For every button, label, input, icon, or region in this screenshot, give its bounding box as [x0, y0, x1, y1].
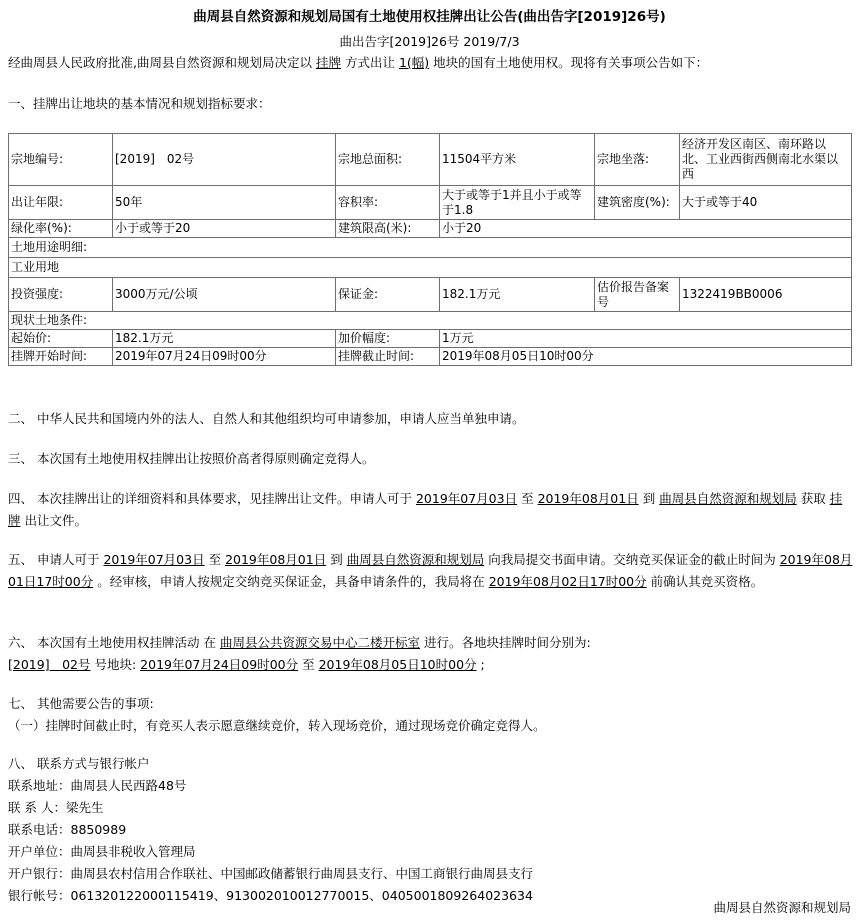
- cell-value: 2019年07月24日09时00分: [113, 348, 336, 366]
- section-6: [8, 632, 853, 676]
- section-2: 二、 中华人民共和国境内外的法人、自然人和其他组织均可申请参加，申请人应当单独申请。: [8, 411, 525, 426]
- section-6-end-time: 2019年08月05日10时00分: [318, 657, 477, 672]
- cell-value: 1322419BB0006: [680, 278, 852, 312]
- section-8: [8, 753, 853, 907]
- section-8-heading: 八、 联系方式与银行帐户: [8, 756, 150, 771]
- table-row: [9, 258, 852, 278]
- cell-label: 宗地总面积:: [336, 134, 440, 186]
- cell-value: 大于或等于40: [680, 186, 852, 220]
- cell-label: 挂牌截止时间:: [336, 348, 440, 366]
- cell-value: 182.1万元: [113, 330, 336, 348]
- cell-value: 大于或等于1并且小于或等于1.8: [440, 186, 595, 220]
- cell-label: 投资强度:: [9, 278, 113, 312]
- section-4-text: 获取: [800, 491, 826, 506]
- section-6-text: ;: [480, 657, 485, 672]
- intro-count: 1(幅): [398, 55, 430, 70]
- section-5-deposit-deadline: 2019年08月01日17时00分: [8, 552, 853, 589]
- cell-label: 宗地编号:: [9, 134, 113, 186]
- cell-value: 11504平方米: [440, 134, 595, 186]
- section-6-place: 曲周县公共资源交易中心二楼开标室: [219, 635, 420, 650]
- section-6-parcel: [2019] 02号: [8, 657, 91, 672]
- section-5-text: 。经审核，申请人按规定交纳竞买保证金，具备申请条件的，我局将在: [97, 574, 485, 589]
- table-row: [9, 348, 852, 366]
- section-5-start-date: 2019年07月03日: [103, 552, 205, 567]
- cell-value: 182.1万元: [440, 278, 595, 312]
- section-6-start-time: 2019年07月24日09时00分: [140, 657, 299, 672]
- section-6-text: 六、 本次国有土地使用权挂牌活动 在: [8, 635, 216, 650]
- intro-text: 地块的国有土地使用权。现将有关事项公告如下：: [433, 55, 709, 70]
- cell-label: 绿化率(%):: [9, 220, 113, 238]
- land-info-table: [8, 133, 852, 366]
- cell-value: [2019] 02号: [113, 134, 336, 186]
- section-5-text: 至: [208, 552, 222, 567]
- cell-value: 1万元: [440, 330, 852, 348]
- cell-label: 建筑密度(%):: [595, 186, 680, 220]
- intro-paragraph: [8, 55, 708, 72]
- table-row: [9, 134, 852, 186]
- cell-value: 50年: [113, 186, 336, 220]
- page-title: 曲周县自然资源和规划局国有土地使用权挂牌出让公告(曲出告字[2019]26号): [193, 9, 666, 25]
- cell-value: 小于20: [440, 220, 852, 238]
- section-4-start-date: 2019年07月03日: [415, 491, 518, 506]
- table-row: [9, 278, 852, 312]
- contact-person: 联 系 人：梁先生: [8, 800, 104, 815]
- doc-date: 2019/7/3: [463, 34, 520, 49]
- section-7: [8, 693, 853, 737]
- section-6-text: 号地块:: [94, 657, 137, 672]
- table-row: [9, 312, 852, 330]
- section-5-confirm-deadline: 2019年08月02日17时00分: [488, 574, 647, 589]
- cell-label: 挂牌开始时间:: [9, 348, 113, 366]
- cell-value: 2019年08月05日10时00分: [440, 348, 852, 366]
- contact-phone: 联系电话：8850989: [8, 822, 127, 837]
- section-4-place: 曲周县自然资源和规划局: [659, 491, 797, 506]
- section-5-text: 向我局提交书面申请。交纳竞买保证金的截止时间为: [488, 552, 776, 567]
- cell-label: 保证金:: [336, 278, 440, 312]
- section-5-place: 曲周县自然资源和规划局: [346, 552, 485, 567]
- table-row: [9, 186, 852, 220]
- table-row: [9, 220, 852, 238]
- cell-label: 容积率:: [336, 186, 440, 220]
- cell-label: 起始价:: [9, 330, 113, 348]
- section-4-method: 挂牌: [8, 491, 843, 528]
- cell-label: 出让年限:: [9, 186, 113, 220]
- account-number: 银行帐号：061320122000115419、913002010012770015、0405001809264023634: [8, 888, 533, 903]
- doc-number: 曲出告字[2019]26号: [339, 34, 460, 49]
- section-7-item: （一）挂牌时间截止时，有竞买人表示愿意继续竞价，转入现场竞价，通过现场竞价确定竞得人。: [8, 718, 546, 733]
- intro-text: 经曲周县人民政府批准,曲周县自然资源和规划局决定以: [8, 55, 312, 70]
- section-5-text: 前确认其竞买资格。: [650, 574, 764, 589]
- section-4-text: 至: [521, 491, 534, 506]
- section-4-text: 到: [642, 491, 656, 506]
- contact-address: 联系地址：曲周县人民西路48号: [8, 778, 187, 793]
- cell-label: 宗地坐落:: [595, 134, 680, 186]
- footer-organization: 曲周县自然资源和规划局: [713, 900, 851, 915]
- cell-label: 估价报告备案号: [595, 278, 680, 312]
- cell-value: 3000万元/公顷: [113, 278, 336, 312]
- section-5-text: 五、 申请人可于: [8, 552, 100, 567]
- table-row: [9, 238, 852, 258]
- intro-method: 挂牌: [315, 55, 341, 70]
- section-3: 三、 本次国有土地使用权挂牌出让按照价高者得原则确定竞得人。: [8, 451, 375, 466]
- doc-number-date: [0, 34, 859, 51]
- section-1-heading: 一、挂牌出让地块的基本情况和规划指标要求：: [8, 96, 271, 111]
- table-row: [9, 330, 852, 348]
- cell-label: 土地用途明细:: [9, 238, 852, 258]
- account-unit: 开户单位：曲周县非税收入管理局: [8, 844, 196, 859]
- section-4-text: 出让文件。: [24, 513, 88, 528]
- section-5: [8, 549, 853, 593]
- section-5-end-date: 2019年08月01日: [225, 552, 327, 567]
- cell-value: 工业用地: [9, 258, 852, 278]
- cell-value: 经济开发区南区、南环路以北、工业西街西侧南北水渠以西: [680, 134, 852, 186]
- section-4-end-date: 2019年08月01日: [537, 491, 639, 506]
- account-bank: 开户银行：曲周县农村信用合作联社、中国邮政储蓄银行曲周县支行、中国工商银行曲周县支行: [8, 866, 534, 881]
- section-5-text: 到: [330, 552, 343, 567]
- section-7-heading: 七、 其他需要公告的事项:: [8, 696, 154, 711]
- section-4-text: 四、 本次挂牌出让的详细资料和具体要求，见挂牌出让文件。申请人可于: [8, 491, 412, 506]
- cell-label: 现状土地条件:: [9, 312, 852, 330]
- section-4: [8, 488, 853, 532]
- cell-value: 小于或等于20: [113, 220, 336, 238]
- intro-text: 方式出让: [344, 55, 395, 70]
- cell-label: 建筑限高(米):: [336, 220, 440, 238]
- section-6-text: 至: [302, 657, 315, 672]
- cell-label: 加价幅度:: [336, 330, 440, 348]
- section-6-text: 进行。各地块挂牌时间分别为:: [423, 635, 591, 650]
